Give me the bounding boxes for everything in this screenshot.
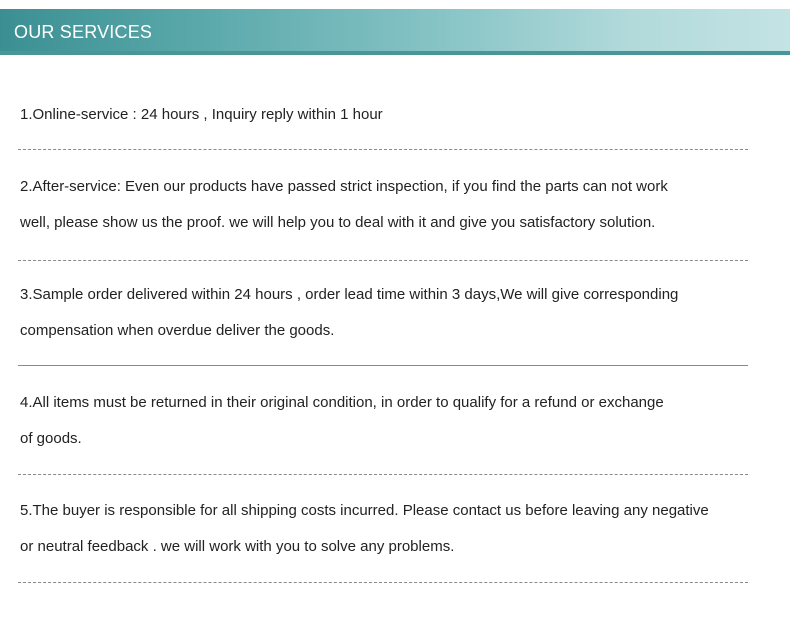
divider-3 xyxy=(18,365,748,366)
service-item-4-line-2: of goods. xyxy=(20,430,82,447)
service-item-4-line-1: 4.All items must be returned in their original condition, in order to qualify for a refund or exchange xyxy=(20,394,664,411)
divider-4 xyxy=(18,474,748,475)
service-item-3-line-2: compensation when overdue deliver the goods. xyxy=(20,322,335,339)
service-item-2-line-1: 2.After-service: Even our products have passed strict inspection, if you find the parts can not work xyxy=(20,178,668,195)
service-item-5-line-2: or neutral feedback . we will work with you to solve any problems. xyxy=(20,538,455,555)
divider-5 xyxy=(18,582,748,583)
service-item-4 xyxy=(20,385,760,457)
service-item-2-line-2: well, please show us the proof. we will help you to deal with it and give you satisfactory solution. xyxy=(20,214,656,231)
service-item-5 xyxy=(20,493,760,565)
service-item-5-line-1: 5.The buyer is responsible for all shipping costs incurred. Please contact us before leaving any negative xyxy=(20,502,709,519)
service-item-2 xyxy=(20,169,760,241)
services-banner xyxy=(0,9,790,55)
service-item-1-line-1: 1.Online-service : 24 hours , Inquiry reply within 1 hour xyxy=(20,106,383,123)
service-item-1 xyxy=(20,97,760,133)
divider-1 xyxy=(18,149,748,150)
divider-2 xyxy=(18,260,748,261)
service-item-3 xyxy=(20,277,760,349)
service-item-3-line-1: 3.Sample order delivered within 24 hours , order lead time within 3 days,We will give corresponding xyxy=(20,286,679,303)
page-title: OUR SERVICES xyxy=(14,22,153,42)
